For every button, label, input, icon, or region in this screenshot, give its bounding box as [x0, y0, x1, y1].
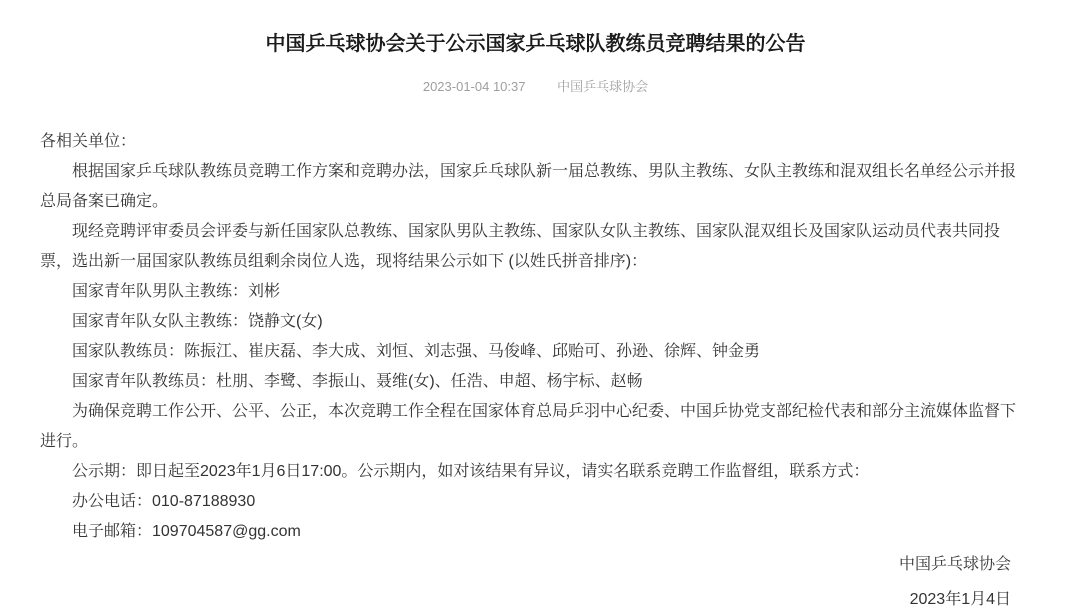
signature-org: 中国乒乓球协会 [898, 556, 1011, 573]
article-meta [40, 76, 1031, 95]
paragraph-basis: 根据国家乒乓球队教练员竞聘工作方案和竞聘办法，国家乒乓球队新一届总教练、男队主教练、女队主教练和混双组长名单经公示并报总局备案已确定。 [40, 163, 1017, 210]
result-youth-men-head-coach: 国家青年队男队主教练：刘彬 [72, 283, 281, 300]
signature-block [40, 547, 1031, 613]
publish-source: 中国乒乓球协会 [557, 79, 649, 94]
article-body [40, 127, 1031, 613]
paragraph-publicity-period: 公示期：即日起至2023年1月6日17:00。公示期内，如对该结果有异议，请实名联系竞聘工作监督组，联系方式： [72, 463, 870, 480]
salutation: 各相关单位： [40, 133, 137, 150]
result-youth-team-coaches: 国家青年队教练员：杜朋、李鹭、李振山、聂维(女)、任浩、申超、杨宇标、赵畅 [72, 373, 643, 390]
paragraph-voting-process: 现经竞聘评审委员会评委与新任国家队总教练、国家队男队主教练、国家队女队主教练、国家队混双组长及国家队运动员代表共同投票，选出新一届国家队教练员组剩余岗位人选，现将结果公示如下 (以姓氏拼音排序)： [40, 223, 1001, 270]
result-youth-women-head-coach: 国家青年队女队主教练：饶静文(女) [72, 313, 323, 330]
contact-phone-line: 办公电话：010-87188930 [72, 493, 256, 510]
page-title: 中国乒乓球协会关于公示国家乒乓球队教练员竞聘结果的公告 [265, 33, 806, 55]
paragraph-supervision: 为确保竞聘工作公开、公平、公正，本次竞聘工作全程在国家体育总局乒羽中心纪委、中国乒协党支部纪检代表和部分主流媒体监督下进行。 [40, 403, 1017, 450]
signature-date: 2023年1月4日 [909, 591, 1011, 608]
contact-email-line: 电子邮箱：109704587@gg.com [72, 523, 301, 540]
result-national-team-coaches: 国家队教练员：陈振江、崔庆磊、李大成、刘恒、刘志强、马俊峰、邱贻可、孙逊、徐辉、钟金勇 [72, 343, 761, 360]
publish-datetime: 2023-01-04 10:37 [422, 79, 526, 94]
